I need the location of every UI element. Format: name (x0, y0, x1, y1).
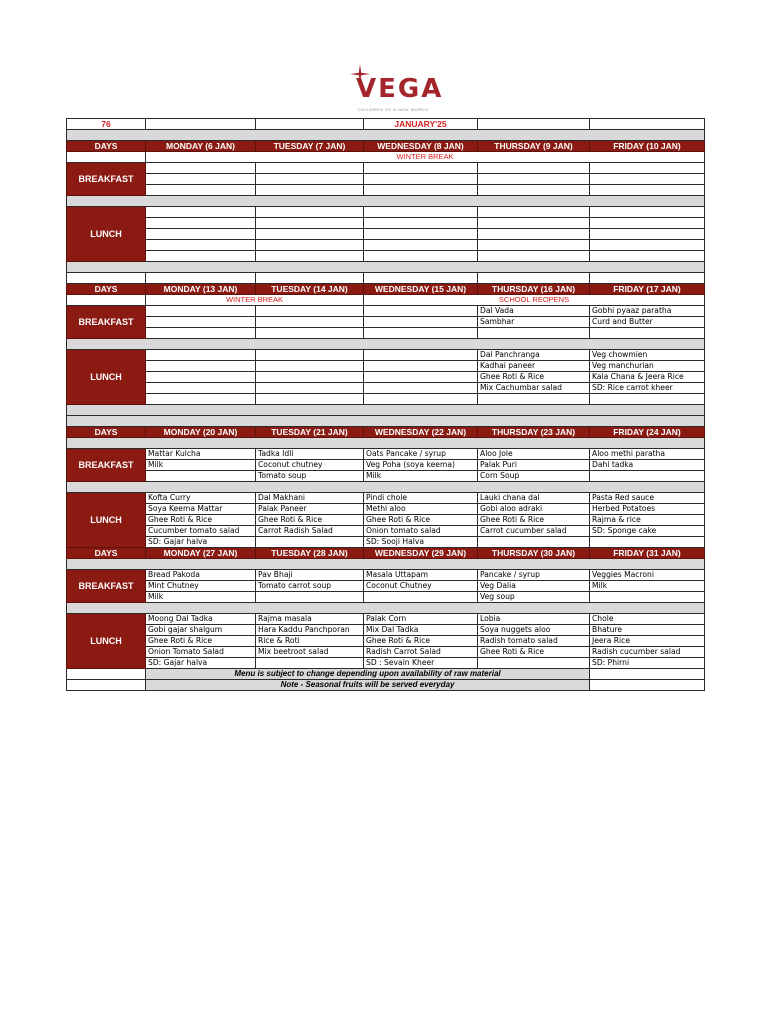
menu-item: Mint Chutney (146, 581, 256, 592)
menu-item (146, 471, 256, 482)
menu-item: Dal Makhani (256, 493, 364, 504)
menu-item (478, 207, 590, 218)
menu-item (146, 185, 256, 196)
menu-item (256, 383, 364, 394)
sheet-number: 76 (67, 119, 146, 130)
lunch-row (67, 526, 705, 537)
title-row (67, 119, 705, 130)
menu-item (256, 592, 364, 603)
menu-item (590, 185, 705, 196)
menu-item: Lauki chana dal (478, 493, 590, 504)
day-header: MONDAY (20 JAN) (146, 427, 256, 438)
menu-sheet (66, 118, 704, 691)
day-header: WEDNESDAY (8 JAN) (364, 141, 478, 152)
menu-item: Herbed Potatoes (590, 504, 705, 515)
menu-item: Pav Bhaji (256, 570, 364, 581)
menu-item (364, 185, 478, 196)
menu-item: Veg Dalia (478, 581, 590, 592)
empty-cell (590, 669, 705, 680)
day-header-row (67, 141, 705, 152)
menu-item (364, 394, 478, 405)
menu-item: Radish tomato salad (478, 636, 590, 647)
empty-cell (256, 119, 364, 130)
breakfast-row (67, 471, 705, 482)
menu-item (146, 394, 256, 405)
menu-item (364, 317, 478, 328)
menu-item (146, 372, 256, 383)
menu-item: Hara Kaddu Panchporan (256, 625, 364, 636)
empty-cell (67, 295, 146, 306)
menu-item (146, 229, 256, 240)
menu-item: Lobia (478, 614, 590, 625)
menu-item: Ghee Roti & Rice (364, 515, 478, 526)
day-header: TUESDAY (28 JAN) (256, 548, 364, 559)
menu-item (146, 383, 256, 394)
day-header: MONDAY (13 JAN) (146, 284, 256, 295)
menu-item (146, 207, 256, 218)
lunch-row (67, 515, 705, 526)
spacer-cell (67, 559, 705, 570)
day-header: FRIDAY (31 JAN) (590, 548, 705, 559)
menu-item (256, 537, 364, 548)
menu-item (590, 592, 705, 603)
menu-item (364, 174, 478, 185)
breakfast-row (67, 460, 705, 471)
empty-cell (478, 273, 590, 284)
menu-item: Milk (364, 471, 478, 482)
menu-item (146, 317, 256, 328)
empty-cell (590, 680, 705, 691)
menu-item (256, 174, 364, 185)
menu-item (256, 361, 364, 372)
lunch-row (67, 372, 705, 383)
lunch-row (67, 229, 705, 240)
menu-item: Coconut chutney (256, 460, 364, 471)
menu-item: Pancake / syrup (478, 570, 590, 581)
menu-item (364, 163, 478, 174)
menu-item (256, 207, 364, 218)
spacer-cell (67, 482, 705, 493)
menu-item (256, 251, 364, 262)
menu-item: Gobi aloo adraki (478, 504, 590, 515)
menu-item: SD: Sponge cake (590, 526, 705, 537)
lunch-row (67, 614, 705, 625)
menu-item (364, 306, 478, 317)
spacer-row (67, 482, 705, 493)
menu-item (146, 218, 256, 229)
lunch-label: LUNCH (67, 493, 146, 548)
empty-cell (364, 273, 478, 284)
spacer-cell (67, 603, 705, 614)
lunch-row (67, 240, 705, 251)
spacer-row (67, 196, 705, 207)
menu-item: Kala Chana & Jeera Rice (590, 372, 705, 383)
menu-item: Palak Corn (364, 614, 478, 625)
menu-item: Gobi gajar shalgum (146, 625, 256, 636)
breakfast-row (67, 306, 705, 317)
menu-item: Tadka Idli (256, 449, 364, 460)
menu-item: SD: Rice carrot kheer (590, 383, 705, 394)
menu-item: Oats Pancake / syrup (364, 449, 478, 460)
menu-item (478, 251, 590, 262)
spacer-cell (67, 262, 705, 273)
lunch-label: LUNCH (67, 614, 146, 669)
menu-item (146, 251, 256, 262)
menu-item: Veggies Macroni (590, 570, 705, 581)
menu-item: Onion tomato salad (364, 526, 478, 537)
breakfast-label: BREAKFAST (67, 163, 146, 196)
lunch-row (67, 383, 705, 394)
breakfast-row (67, 174, 705, 185)
menu-item (590, 229, 705, 240)
day-header-row (67, 284, 705, 295)
menu-item (364, 218, 478, 229)
lunch-row (67, 625, 705, 636)
lunch-row (67, 251, 705, 262)
spacer-row (67, 438, 705, 449)
day-header: WEDNESDAY (29 JAN) (364, 548, 478, 559)
lunch-row (67, 647, 705, 658)
menu-item (256, 328, 364, 339)
day-header: FRIDAY (24 JAN) (590, 427, 705, 438)
empty-row (67, 273, 705, 284)
menu-table-body (67, 119, 705, 691)
empty-cell (67, 680, 146, 691)
empty-cell (67, 669, 146, 680)
menu-item (364, 207, 478, 218)
menu-item: Mix Dal Tadka (364, 625, 478, 636)
menu-item (478, 658, 590, 669)
menu-item: Radish cucumber salad (590, 647, 705, 658)
lunch-row (67, 207, 705, 218)
menu-item (478, 240, 590, 251)
menu-item (256, 240, 364, 251)
spacer-row (67, 559, 705, 570)
menu-item: Corn Soup (478, 471, 590, 482)
menu-item (590, 218, 705, 229)
menu-item: Kofta Curry (146, 493, 256, 504)
empty-cell (256, 273, 364, 284)
spacer-row (67, 130, 705, 141)
menu-item (364, 251, 478, 262)
spacer-row (67, 262, 705, 273)
menu-item (256, 350, 364, 361)
empty-cell (590, 273, 705, 284)
menu-item (364, 592, 478, 603)
menu-item: Aloo methi paratha (590, 449, 705, 460)
menu-item (478, 163, 590, 174)
menu-item: Ghee Roti & Rice (478, 515, 590, 526)
menu-item: SD: Gajar halva (146, 658, 256, 669)
breakfast-row (67, 185, 705, 196)
menu-item: Milk (146, 592, 256, 603)
menu-item: Radish Carrot Salad (364, 647, 478, 658)
day-header-row (67, 427, 705, 438)
menu-item (256, 218, 364, 229)
lunch-row (67, 218, 705, 229)
menu-item: Tomato soup (256, 471, 364, 482)
spacer-cell (67, 196, 705, 207)
lunch-row (67, 493, 705, 504)
menu-item (256, 229, 364, 240)
menu-item: Onion Tomato Salad (146, 647, 256, 658)
spacer-row (67, 416, 705, 427)
menu-item: Rajma & rice (590, 515, 705, 526)
menu-item: Palak Puri (478, 460, 590, 471)
menu-item (256, 306, 364, 317)
menu-item (590, 240, 705, 251)
day-header: THURSDAY (9 JAN) (478, 141, 590, 152)
lunch-row (67, 394, 705, 405)
menu-item (590, 394, 705, 405)
menu-item (256, 372, 364, 383)
menu-item: Moong Dal Tadka (146, 614, 256, 625)
menu-item: Ghee Roti & Rice (146, 515, 256, 526)
menu-item: Masala Uttapam (364, 570, 478, 581)
menu-item (146, 361, 256, 372)
menu-item: Chole (590, 614, 705, 625)
menu-item (590, 537, 705, 548)
menu-item (478, 537, 590, 548)
note-cell: WINTER BREAK (146, 152, 705, 163)
breakfast-label: BREAKFAST (67, 570, 146, 603)
vega-logo (340, 64, 444, 116)
spacer-cell (67, 416, 705, 427)
menu-item: SD: Sooji Halva (364, 537, 478, 548)
menu-item (146, 163, 256, 174)
menu-item (364, 240, 478, 251)
menu-item (146, 350, 256, 361)
day-header: MONDAY (27 JAN) (146, 548, 256, 559)
day-header: TUESDAY (21 JAN) (256, 427, 364, 438)
lunch-label: LUNCH (67, 207, 146, 262)
lunch-row (67, 361, 705, 372)
menu-item (478, 174, 590, 185)
footer-row (67, 680, 705, 691)
spacer-cell (67, 339, 705, 350)
breakfast-row (67, 592, 705, 603)
note-cell: SCHOOL REOPENS (364, 295, 705, 306)
menu-item: Kadhai paneer (478, 361, 590, 372)
menu-item (590, 328, 705, 339)
menu-item: Aloo Jole (478, 449, 590, 460)
breakfast-row (67, 328, 705, 339)
footer-note: Note - Seasonal fruits will be served everyday (146, 680, 590, 691)
menu-item: Rice & Roti (256, 636, 364, 647)
lunch-row (67, 636, 705, 647)
empty-cell (590, 119, 705, 130)
notes-row (67, 295, 705, 306)
menu-item (590, 174, 705, 185)
spacer-cell (67, 438, 705, 449)
menu-item: SD: Gajar halva (146, 537, 256, 548)
menu-item (256, 163, 364, 174)
footer-note: Menu is subject to change depending upon availability of raw material (146, 669, 590, 680)
menu-item: SD : Sevain Kheer (364, 658, 478, 669)
days-label: DAYS (67, 548, 146, 559)
menu-item: Palak Paneer (256, 504, 364, 515)
menu-item: Jeera Rice (590, 636, 705, 647)
month-title: JANUARY'25 (364, 119, 478, 130)
empty-cell (67, 273, 146, 284)
day-header: WEDNESDAY (22 JAN) (364, 427, 478, 438)
menu-item: Milk (590, 581, 705, 592)
menu-item (478, 185, 590, 196)
menu-item: SD: Phirni (590, 658, 705, 669)
lunch-row (67, 504, 705, 515)
menu-item (590, 207, 705, 218)
breakfast-row (67, 317, 705, 328)
spacer-cell (67, 405, 705, 416)
menu-item: Dal Vada (478, 306, 590, 317)
menu-item: Dahi tadka (590, 460, 705, 471)
lunch-row (67, 658, 705, 669)
menu-item (364, 350, 478, 361)
menu-item (590, 471, 705, 482)
menu-item: Bread Pakoda (146, 570, 256, 581)
days-label: DAYS (67, 141, 146, 152)
menu-item (146, 328, 256, 339)
breakfast-row (67, 581, 705, 592)
menu-item (256, 658, 364, 669)
menu-item: Coconut Chutney (364, 581, 478, 592)
menu-item: Tomato carrot soup (256, 581, 364, 592)
spacer-row (67, 405, 705, 416)
empty-cell (146, 273, 256, 284)
logo-wordmark: VEGA (356, 74, 444, 104)
menu-item: Ghee Roti & Rice (256, 515, 364, 526)
menu-item: Veg soup (478, 592, 590, 603)
menu-item (146, 174, 256, 185)
logo-tagline: CHILDREN OF A NEW WORLD (358, 107, 429, 112)
menu-item: Soya Keema Mattar (146, 504, 256, 515)
menu-item: Pasta Red sauce (590, 493, 705, 504)
menu-item: Pindi chole (364, 493, 478, 504)
menu-item: Carrot Radish Salad (256, 526, 364, 537)
footer-row (67, 669, 705, 680)
days-label: DAYS (67, 284, 146, 295)
breakfast-label: BREAKFAST (67, 449, 146, 482)
menu-item: Methi aloo (364, 504, 478, 515)
menu-item: Mix Cachumbar salad (478, 383, 590, 394)
note-cell: WINTER BREAK (146, 295, 364, 306)
menu-item (478, 229, 590, 240)
menu-item (364, 229, 478, 240)
menu-item: Ghee Roti & Rice (478, 372, 590, 383)
breakfast-row (67, 449, 705, 460)
menu-item: Sambhar (478, 317, 590, 328)
day-header: THURSDAY (30 JAN) (478, 548, 590, 559)
menu-item: Soya nuggets aloo (478, 625, 590, 636)
day-header: THURSDAY (23 JAN) (478, 427, 590, 438)
menu-item (364, 372, 478, 383)
lunch-row (67, 537, 705, 548)
menu-item: Bhature (590, 625, 705, 636)
menu-table (66, 118, 705, 691)
breakfast-row (67, 570, 705, 581)
days-label: DAYS (67, 427, 146, 438)
breakfast-label: BREAKFAST (67, 306, 146, 339)
menu-item: Gobhi pyaaz paratha (590, 306, 705, 317)
menu-item: Veg chowmien (590, 350, 705, 361)
menu-item (364, 328, 478, 339)
menu-item (478, 394, 590, 405)
menu-item (146, 240, 256, 251)
notes-row (67, 152, 705, 163)
menu-item: Curd and Butter (590, 317, 705, 328)
menu-item (478, 218, 590, 229)
menu-item: Ghee Roti & Rice (364, 636, 478, 647)
empty-cell (67, 152, 146, 163)
menu-item: Dal Panchranga (478, 350, 590, 361)
lunch-label: LUNCH (67, 350, 146, 405)
menu-item: Ghee Roti & Rice (478, 647, 590, 658)
day-header: WEDNESDAY (15 JAN) (364, 284, 478, 295)
day-header: FRIDAY (17 JAN) (590, 284, 705, 295)
menu-item (256, 185, 364, 196)
menu-item: Veg Poha (soya keema) (364, 460, 478, 471)
menu-item: Mattar Kulcha (146, 449, 256, 460)
menu-item (146, 306, 256, 317)
menu-item: Cucumber tomato salad (146, 526, 256, 537)
day-header: FRIDAY (10 JAN) (590, 141, 705, 152)
day-header-row (67, 548, 705, 559)
empty-cell (146, 119, 256, 130)
menu-item (590, 163, 705, 174)
menu-item: Ghee Roti & Rice (146, 636, 256, 647)
menu-item: Carrot cucumber salad (478, 526, 590, 537)
menu-item (256, 394, 364, 405)
day-header: THURSDAY (16 JAN) (478, 284, 590, 295)
day-header: TUESDAY (14 JAN) (256, 284, 364, 295)
menu-item: Veg manchurian (590, 361, 705, 372)
spacer-cell (67, 130, 705, 141)
day-header: TUESDAY (7 JAN) (256, 141, 364, 152)
menu-item: Milk (146, 460, 256, 471)
menu-item (590, 251, 705, 262)
breakfast-row (67, 163, 705, 174)
menu-item (478, 328, 590, 339)
spacer-row (67, 339, 705, 350)
menu-item: Mix beetroot salad (256, 647, 364, 658)
menu-item: Rajma masala (256, 614, 364, 625)
empty-cell (478, 119, 590, 130)
spacer-row (67, 603, 705, 614)
lunch-row (67, 350, 705, 361)
menu-item (364, 383, 478, 394)
menu-item (256, 317, 364, 328)
menu-item (364, 361, 478, 372)
day-header: MONDAY (6 JAN) (146, 141, 256, 152)
